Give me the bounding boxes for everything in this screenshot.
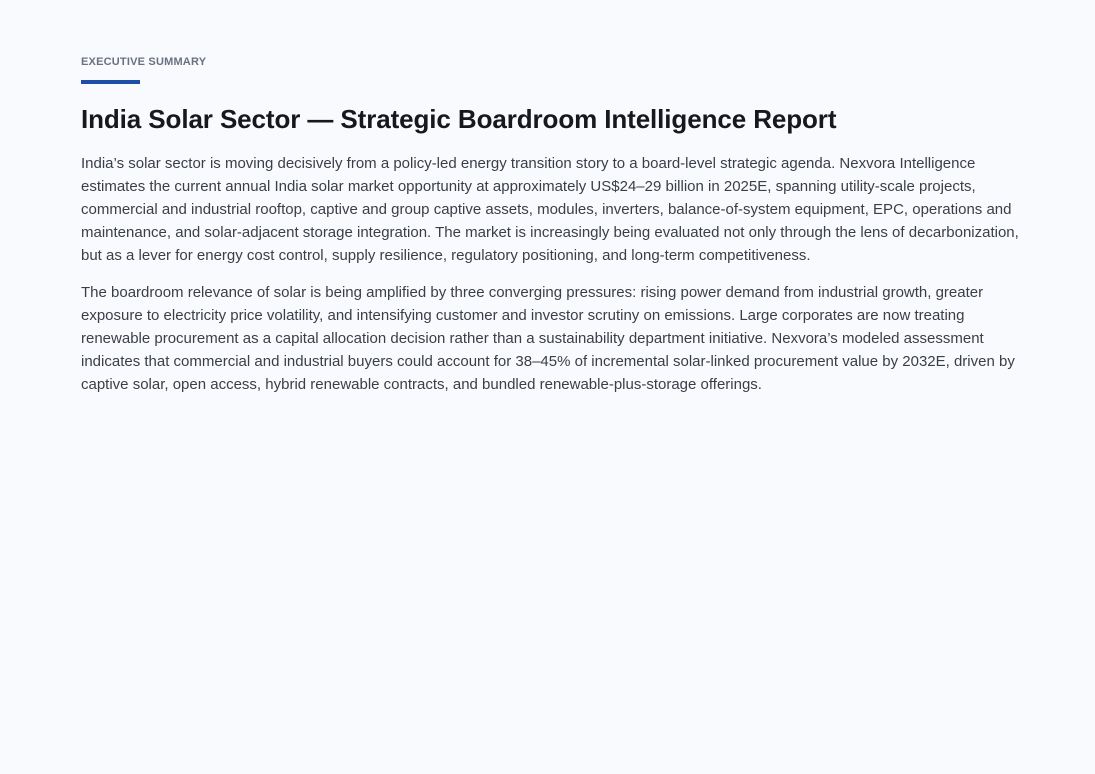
summary-paragraph-1: India’s solar sector is moving decisively from a policy-led energy transition story to a board-level strategic agenda. Nexvora Intelligence estimates the current annual India solar market opportunity at approximately US$24–29 billion in 2025E, spanning utility-scale projects, commercial and industrial rooftop, captive and group captive assets, modules, inverters, balance-of-system equipment, EPC, operations and maintenance, and solar-adjacent storage integration. The market is increasingly being evaluated not only through the lens of decarbonization, but as a lever for energy cost control, supply resilience, regulatory positioning, and long-term competitiveness. (81, 155, 1019, 264)
report-title: India Solar Sector — Strategic Boardroom Intelligence Report (81, 104, 837, 134)
executive-summary-section (81, 55, 1021, 396)
accent-rule (81, 80, 140, 84)
section-eyebrow: EXECUTIVE SUMMARY (81, 56, 207, 68)
summary-paragraph-2: The boardroom relevance of solar is being amplified by three converging pressures: rising power demand from industrial growth, greater exposure to electricity price volatility, and intensifying customer and investor scrutiny on emissions. Large corporates are now treating renewable procurement as a capital allocation decision rather than a sustainability department initiative. Nexvora’s modeled assessment indicates that commercial and industrial buyers could account for 38–45% of incremental solar-linked procurement value by 2032E, driven by captive solar, open access, hybrid renewable contracts, and bundled renewable-plus-storage offerings. (81, 284, 1015, 393)
